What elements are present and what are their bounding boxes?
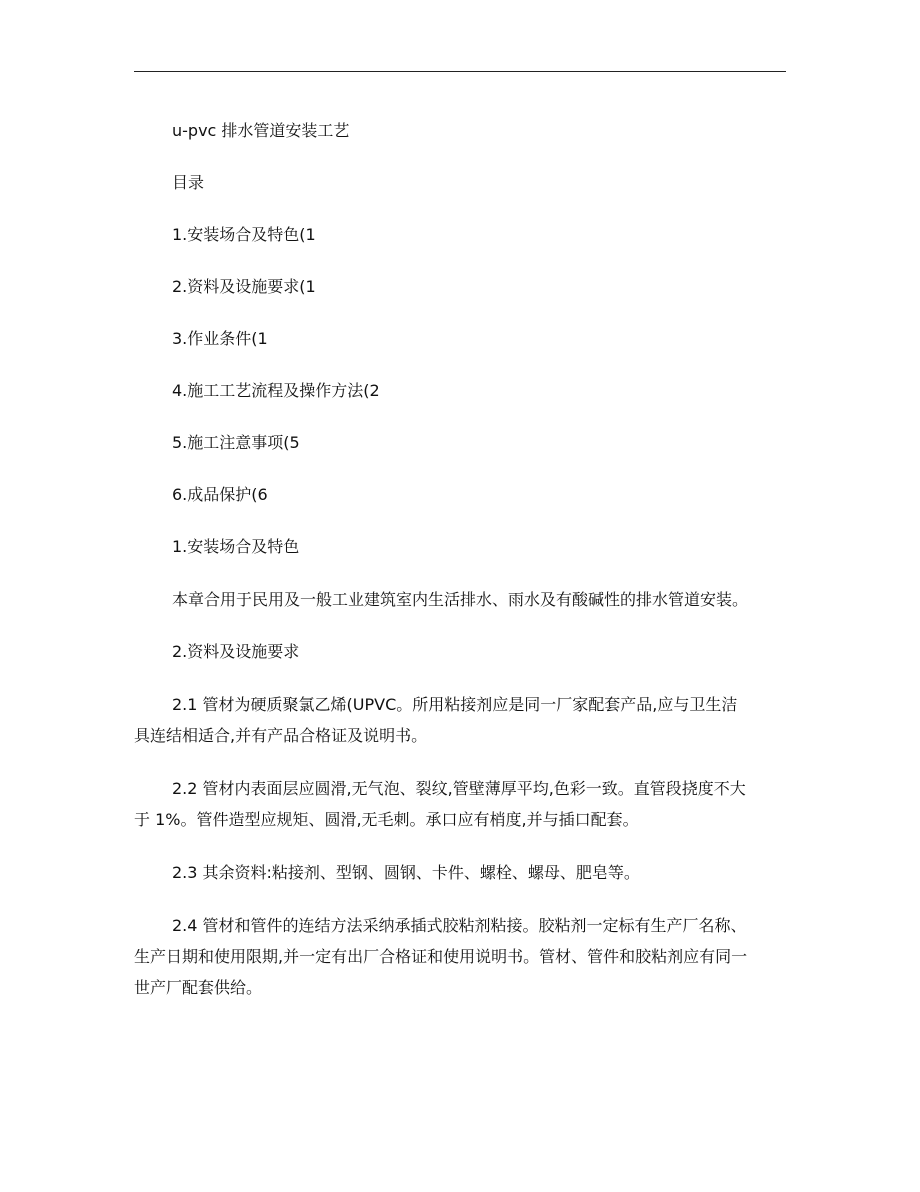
toc-item: 2.资料及设施要求(1 <box>172 277 316 296</box>
toc-heading: 目录 <box>172 173 205 192</box>
clause-paragraph: 2.3 其余资料:粘接剂、型钢、圆钢、卡件、螺栓、螺母、肥皂等。 <box>172 863 640 882</box>
toc-item: 3.作业条件(1 <box>172 329 268 348</box>
toc-item: 1.安装场合及特色(1 <box>172 225 316 244</box>
toc-item: 5.施工注意事项(5 <box>172 433 300 452</box>
clause-paragraph: 2.4 管材和管件的连结方法采纳承插式胶粘剂粘接。胶粘剂一定标有生产厂名称、生产日期和使用限期,并一定有出厂合格证和使用说明书。管材、管件和胶粘剂应有同一世产厂配套供给。 <box>134 916 748 997</box>
section-paragraph: 本章合用于民用及一般工业建筑室内生活排水、雨水及有酸碱性的排水管道安装。 <box>172 590 749 609</box>
section-heading: 1.安装场合及特色 <box>172 537 300 556</box>
document-title: u-pvc 排水管道安装工艺 <box>172 121 350 140</box>
toc-item: 4.施工工艺流程及操作方法(2 <box>172 381 380 400</box>
toc-item: 6.成品保护(6 <box>172 485 268 504</box>
section-heading: 2.资料及设施要求 <box>172 642 300 661</box>
document-body <box>134 116 774 1003</box>
header-rule <box>134 71 786 72</box>
clause-paragraph: 2.2 管材内表面层应圆滑,无气泡、裂纹,管壁薄厚平均,色彩一致。直管段挠度不大于 1%。管件造型应规矩、圆滑,无毛刺。承口应有梢度,并与插口配套。 <box>134 779 746 829</box>
clause-paragraph: 2.1 管材为硬质聚氯乙烯(UPVC。所用粘接剂应是同一厂家配套产品,应与卫生洁具连结相适合,并有产品合格证及说明书。 <box>134 695 738 745</box>
